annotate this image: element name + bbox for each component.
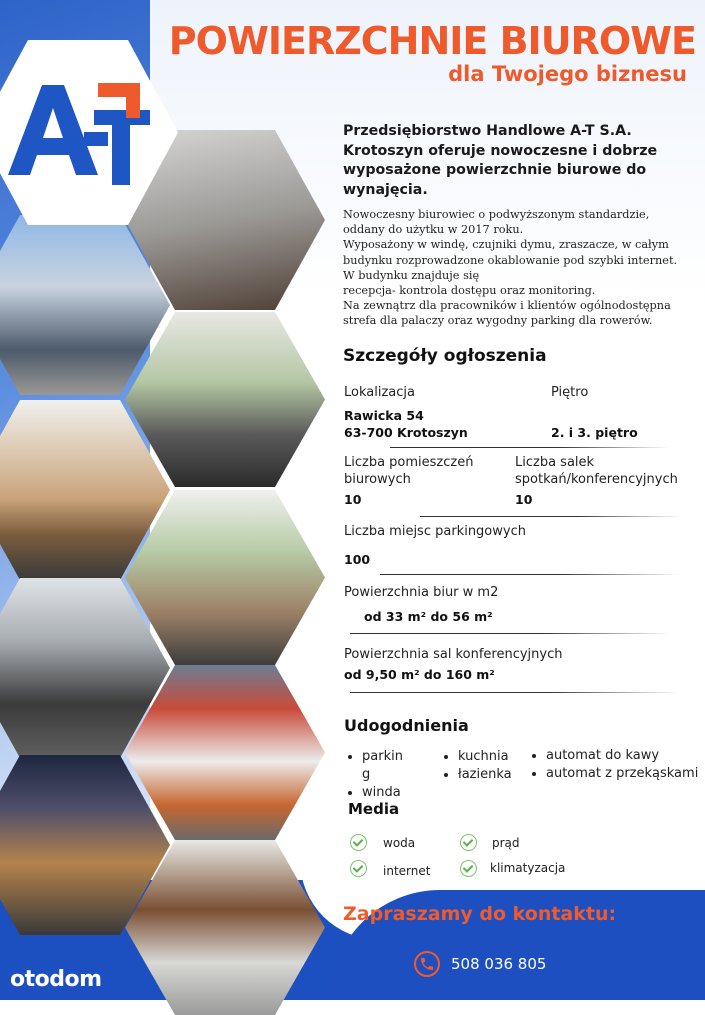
floor-label: Piętro <box>551 385 589 400</box>
phone-number[interactable]: 508 036 805 <box>451 955 547 973</box>
check-icon <box>460 860 477 877</box>
floor-value: 2. i 3. piętro <box>551 425 638 440</box>
office-area-value: od 33 m² do 56 m² <box>364 609 493 624</box>
amenities-list-1 <box>344 748 424 802</box>
company-logo <box>0 70 160 200</box>
logo-letter-t <box>94 110 150 185</box>
parking-value: 100 <box>344 552 371 567</box>
conference-area-value: od 9,50 m² do 160 m² <box>344 667 495 682</box>
location-city: 63-700 Krotoszyn <box>344 425 468 440</box>
check-icon <box>350 834 367 851</box>
page-title: POWIERZCHNIE BIUROWE <box>168 19 696 63</box>
divider <box>380 574 680 575</box>
intro-line: Nowoczesny biurowiec o podwyższonym standardzie, <box>343 208 650 221</box>
offices-label-line1: Liczba pomieszczeń <box>344 455 474 470</box>
amenity-item: • automat do kawy <box>546 747 703 765</box>
offices-label-line2: biurowych <box>344 472 411 487</box>
intro-line: Na zewnątrz dla pracowników i klientów ogólnodostępna <box>343 299 671 313</box>
offices-value: 10 <box>344 492 362 507</box>
intro-line: oddany do użytku w 2017 roku. <box>343 223 524 237</box>
divider <box>390 447 670 448</box>
parking-label: Liczba miejsc parkingowych <box>344 524 526 539</box>
phone-icon-glyph <box>419 956 435 972</box>
check-icon <box>350 860 367 877</box>
amenities-list-2 <box>440 748 540 784</box>
amenity-item: • automat z przekąskami <box>546 765 703 783</box>
amenity-item: • kuchnia <box>458 748 540 766</box>
intro-line: recepcja- kontrola dostępu oraz monitoring. <box>343 284 596 298</box>
conference-label-line1: Liczba salek <box>515 455 595 470</box>
check-icon <box>460 834 477 851</box>
intro-line: W budynku znajduje się <box>343 268 480 282</box>
amenity-item: • łazienka <box>458 766 540 784</box>
page-subtitle: dla Twojego biznesu <box>448 62 687 86</box>
conference-area-label: Powierzchnia sal konferencyjnych <box>344 647 563 662</box>
divider <box>420 516 680 517</box>
otodom-logo[interactable]: otodom <box>10 967 102 992</box>
media-heading: Media <box>348 800 400 818</box>
office-area-label: Powierzchnia biur w m2 <box>344 585 499 600</box>
intro-line: Wyposażony w windę, czujniki dymu, zraszacze, w całym <box>343 238 669 252</box>
media-item-internet: internet <box>383 864 431 878</box>
intro-line: strefa dla palaczy oraz wygodny parking dla rowerów. <box>343 314 653 328</box>
amenity-item: • parkin g <box>362 748 424 784</box>
location-label: Lokalizacja <box>344 385 415 400</box>
intro-line: budynku rozprowadzone okablowanie pod szybki internet. <box>343 253 678 267</box>
media-item-air-conditioning: klimatyzacja <box>490 861 566 875</box>
details-heading: Szczegóły ogłoszenia <box>343 346 547 366</box>
conference-value: 10 <box>515 492 533 507</box>
logo-dash <box>84 132 108 146</box>
divider <box>350 692 680 693</box>
amenities-list-3 <box>528 747 703 783</box>
phone-icon <box>414 951 440 977</box>
divider <box>350 633 670 634</box>
media-item-electricity: prąd <box>492 836 520 850</box>
contact-heading: Zapraszamy do kontaktu: <box>343 903 617 925</box>
logo-letter-a <box>8 85 98 175</box>
location-street: Rawicka 54 <box>344 408 424 423</box>
intro-headline: Przedsiębiorstwo Handlowe A-T S.A. Krotoszyn oferuje nowoczesne i dobrze wyposażone powierzchnie biurowe do wynajęcia. <box>343 123 658 198</box>
amenities-heading: Udogodnienia <box>344 716 469 735</box>
amenity-item: • winda <box>362 784 424 802</box>
intro-description <box>343 207 693 329</box>
media-item-water: woda <box>383 836 416 850</box>
conference-label-line2: spotkań/konferencyjnych <box>515 472 678 487</box>
